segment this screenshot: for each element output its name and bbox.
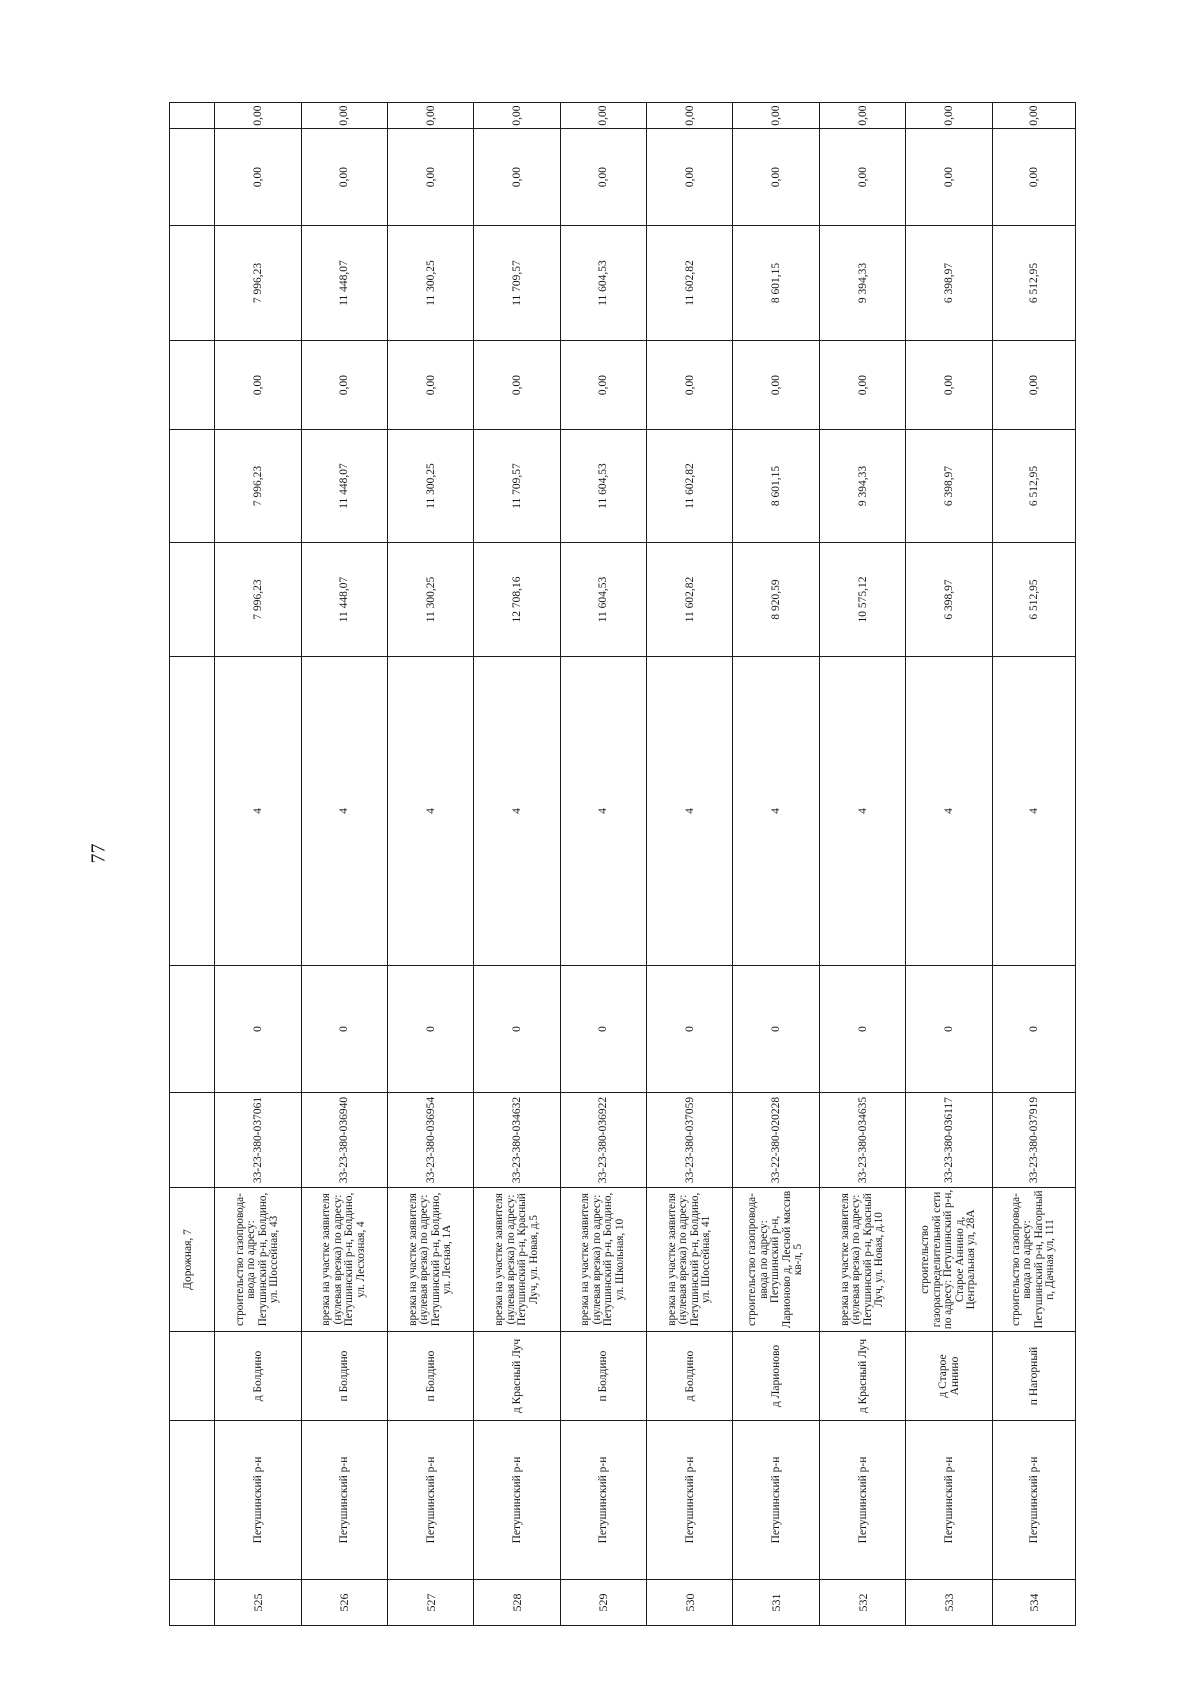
amount-col-8: 0,00 bbox=[387, 103, 473, 129]
value-col-2: 4 bbox=[733, 657, 819, 966]
description: врезка на участке заявителя (нулевая врезка) по адресу: Петушинский р-н, Болдино, ул. Шоссейная, 41 bbox=[647, 1188, 733, 1332]
value-col-2: 4 bbox=[819, 657, 905, 966]
settlement: д Красный Луч bbox=[819, 1332, 905, 1421]
amount-col-6: 11 300,25 bbox=[387, 226, 473, 341]
settlement: п Нагорный bbox=[992, 1332, 1075, 1421]
amount-col-5: 0,00 bbox=[387, 341, 473, 430]
value-col-1: 0 bbox=[474, 966, 560, 1093]
settlement: д Болдино bbox=[647, 1332, 733, 1421]
amount-col-8: 0,00 bbox=[215, 103, 301, 129]
district: Петушинский р-н bbox=[301, 1421, 387, 1580]
row-number: 528 bbox=[474, 1580, 560, 1626]
amount-col-8: 0,00 bbox=[733, 103, 819, 129]
amount-col-8: 0,00 bbox=[906, 103, 992, 129]
value-col-2: 4 bbox=[560, 657, 646, 966]
cadastral-number: 33-23-380-034635 bbox=[819, 1093, 905, 1188]
amount-col-7: 0,00 bbox=[301, 129, 387, 226]
row-number: 534 bbox=[992, 1580, 1075, 1626]
description: врезка на участке заявителя (нулевая врезка) по адресу: Петушинский р-н, Красный Луч, ул. Новая, д.10 bbox=[819, 1188, 905, 1332]
settlement: д Старое Аннино bbox=[906, 1332, 992, 1421]
settlement: п Болдино bbox=[387, 1332, 473, 1421]
amount-col-6: 11 448,07 bbox=[301, 226, 387, 341]
row-number: 527 bbox=[387, 1580, 473, 1626]
cadastral-number: 33-23-380-037059 bbox=[647, 1093, 733, 1188]
amount-col-5: 0,00 bbox=[733, 341, 819, 430]
amount-col-4: 6 512,95 bbox=[992, 430, 1075, 543]
table-row bbox=[906, 103, 992, 1626]
amount-col-3: 6 512,95 bbox=[992, 543, 1075, 657]
amount-col-6: 11 604,53 bbox=[560, 226, 646, 341]
object-continuation: Дорожная, 7 bbox=[170, 1188, 215, 1332]
value-col-2: 4 bbox=[215, 657, 301, 966]
row-number: 529 bbox=[560, 1580, 646, 1626]
description: врезка на участке заявителя (нулевая врезка) по адресу: Петушинский р-н, Болдино, ул. Лесхозная, 4 bbox=[301, 1188, 387, 1332]
description: врезка на участке заявителя (нулевая врезка) по адресу: Петушинский р-н, Красный Луч, ул. Новая, д.5 bbox=[474, 1188, 560, 1332]
value-col-2: 4 bbox=[387, 657, 473, 966]
settlement: д Болдино bbox=[215, 1332, 301, 1421]
cadastral-number: 33-23-380-037919 bbox=[992, 1093, 1075, 1188]
table-row bbox=[387, 103, 473, 1626]
value-col-1: 0 bbox=[733, 966, 819, 1093]
table-row bbox=[301, 103, 387, 1626]
amount-col-3: 11 300,25 bbox=[387, 543, 473, 657]
district: Петушинский р-н bbox=[474, 1421, 560, 1580]
cadastral-number: 33-23-380-034632 bbox=[474, 1093, 560, 1188]
amount-col-7: 0,00 bbox=[560, 129, 646, 226]
settlement: д Ларионово bbox=[733, 1332, 819, 1421]
amount-col-3: 12 708,16 bbox=[474, 543, 560, 657]
amount-col-3: 11 448,07 bbox=[301, 543, 387, 657]
amount-col-6: 6 512,95 bbox=[992, 226, 1075, 341]
amount-col-8: 0,00 bbox=[560, 103, 646, 129]
row-number: 532 bbox=[819, 1580, 905, 1626]
data-table bbox=[169, 102, 1076, 1626]
amount-col-5: 0,00 bbox=[906, 341, 992, 430]
table-row bbox=[647, 103, 733, 1626]
amount-col-3: 11 602,82 bbox=[647, 543, 733, 657]
amount-col-4: 9 394,33 bbox=[819, 430, 905, 543]
value-col-1: 0 bbox=[819, 966, 905, 1093]
description: строительство газораспределительной сети по адресу: Петушинский р-н, Старое Аннино д, Центральная ул, 28А bbox=[906, 1188, 992, 1332]
rotated-table-wrapper bbox=[169, 103, 1076, 1626]
value-col-1: 0 bbox=[906, 966, 992, 1093]
amount-col-5: 0,00 bbox=[560, 341, 646, 430]
district: Петушинский р-н bbox=[647, 1421, 733, 1580]
cadastral-number: 33-23-380-036954 bbox=[387, 1093, 473, 1188]
amount-col-6: 8 601,15 bbox=[733, 226, 819, 341]
value-col-1: 0 bbox=[387, 966, 473, 1093]
value-col-2: 4 bbox=[474, 657, 560, 966]
value-col-1: 0 bbox=[647, 966, 733, 1093]
amount-col-3: 8 920,59 bbox=[733, 543, 819, 657]
description: строительство газопровода-ввода по адресу: Петушинский р-н, Болдино, ул. Шоссейная, 43 bbox=[215, 1188, 301, 1332]
amount-col-7: 0,00 bbox=[474, 129, 560, 226]
table-row bbox=[215, 103, 301, 1626]
description: врезка на участке заявителя (нулевая врезка) по адресу: Петушинский р-н, Болдино, ул. Лесная, 1А bbox=[387, 1188, 473, 1332]
cadastral-number: 33-23-380-037061 bbox=[215, 1093, 301, 1188]
row-number: 526 bbox=[301, 1580, 387, 1626]
amount-col-7: 0,00 bbox=[819, 129, 905, 226]
amount-col-5: 0,00 bbox=[992, 341, 1075, 430]
amount-col-7: 0,00 bbox=[906, 129, 992, 226]
description: врезка на участке заявителя (нулевая врезка) по адресу: Петушинский р-н, Болдино, ул. Школьная, 10 bbox=[560, 1188, 646, 1332]
amount-col-8: 0,00 bbox=[301, 103, 387, 129]
amount-col-7: 0,00 bbox=[992, 129, 1075, 226]
description: строительство газопровода-ввода по адресу: Петушинский р-н, Нагорный п, Дачная ул, 111 bbox=[992, 1188, 1075, 1332]
amount-col-6: 11 602,82 bbox=[647, 226, 733, 341]
value-col-1: 0 bbox=[301, 966, 387, 1093]
district: Петушинский р-н bbox=[215, 1421, 301, 1580]
row-number: 531 bbox=[733, 1580, 819, 1626]
settlement: п Болдино bbox=[301, 1332, 387, 1421]
row-number: 525 bbox=[215, 1580, 301, 1626]
amount-col-4: 11 604,53 bbox=[560, 430, 646, 543]
amount-col-4: 11 300,25 bbox=[387, 430, 473, 543]
amount-col-4: 7 996,23 bbox=[215, 430, 301, 543]
table-row bbox=[474, 103, 560, 1626]
cadastral-number: 33-23-380-036922 bbox=[560, 1093, 646, 1188]
row-number: 533 bbox=[906, 1580, 992, 1626]
district: Петушинский р-н bbox=[387, 1421, 473, 1580]
amount-col-6: 6 398,97 bbox=[906, 226, 992, 341]
district: Петушинский р-н bbox=[906, 1421, 992, 1580]
value-col-2: 4 bbox=[992, 657, 1075, 966]
amount-col-8: 0,00 bbox=[992, 103, 1075, 129]
amount-col-4: 6 398,97 bbox=[906, 430, 992, 543]
row-number: 530 bbox=[647, 1580, 733, 1626]
cadastral-number: 33-22-380-020228 bbox=[733, 1093, 819, 1188]
amount-col-4: 11 709,57 bbox=[474, 430, 560, 543]
amount-col-8: 0,00 bbox=[474, 103, 560, 129]
amount-col-3: 7 996,23 bbox=[215, 543, 301, 657]
amount-col-7: 0,00 bbox=[647, 129, 733, 226]
table-row bbox=[560, 103, 646, 1626]
amount-col-4: 8 601,15 bbox=[733, 430, 819, 543]
value-col-2: 4 bbox=[647, 657, 733, 966]
amount-col-5: 0,00 bbox=[819, 341, 905, 430]
cadastral-number: 33-23-380-036117 bbox=[906, 1093, 992, 1188]
amount-col-3: 11 604,53 bbox=[560, 543, 646, 657]
amount-col-5: 0,00 bbox=[215, 341, 301, 430]
amount-col-7: 0,00 bbox=[733, 129, 819, 226]
settlement: п Болдино bbox=[560, 1332, 646, 1421]
table-row bbox=[992, 103, 1075, 1626]
district: Петушинский р-н bbox=[992, 1421, 1075, 1580]
table-row bbox=[733, 103, 819, 1626]
amount-col-6: 7 996,23 bbox=[215, 226, 301, 341]
amount-col-4: 11 448,07 bbox=[301, 430, 387, 543]
amount-col-6: 9 394,33 bbox=[819, 226, 905, 341]
amount-col-8: 0,00 bbox=[647, 103, 733, 129]
amount-col-7: 0,00 bbox=[387, 129, 473, 226]
continuation-row bbox=[170, 103, 215, 1626]
amount-col-5: 0,00 bbox=[301, 341, 387, 430]
amount-col-7: 0,00 bbox=[215, 129, 301, 226]
value-col-2: 4 bbox=[906, 657, 992, 966]
district: Петушинский р-н bbox=[819, 1421, 905, 1580]
value-col-1: 0 bbox=[992, 966, 1075, 1093]
value-col-1: 0 bbox=[215, 966, 301, 1093]
amount-col-6: 11 709,57 bbox=[474, 226, 560, 341]
value-col-1: 0 bbox=[560, 966, 646, 1093]
table-row bbox=[819, 103, 905, 1626]
page-number: 77 bbox=[87, 843, 110, 864]
settlement: д Красный Луч bbox=[474, 1332, 560, 1421]
amount-col-3: 6 398,97 bbox=[906, 543, 992, 657]
amount-col-5: 0,00 bbox=[647, 341, 733, 430]
amount-col-8: 0,00 bbox=[819, 103, 905, 129]
amount-col-5: 0,00 bbox=[474, 341, 560, 430]
amount-col-3: 10 575,12 bbox=[819, 543, 905, 657]
value-col-2: 4 bbox=[301, 657, 387, 966]
district: Петушинский р-н bbox=[733, 1421, 819, 1580]
cadastral-number: 33-23-380-036940 bbox=[301, 1093, 387, 1188]
amount-col-4: 11 602,82 bbox=[647, 430, 733, 543]
description: строительство газопровода-ввода по адресу: Петушинский р-н, Ларионово д, Лесной массив кв-л, 5 bbox=[733, 1188, 819, 1332]
district: Петушинский р-н bbox=[560, 1421, 646, 1580]
